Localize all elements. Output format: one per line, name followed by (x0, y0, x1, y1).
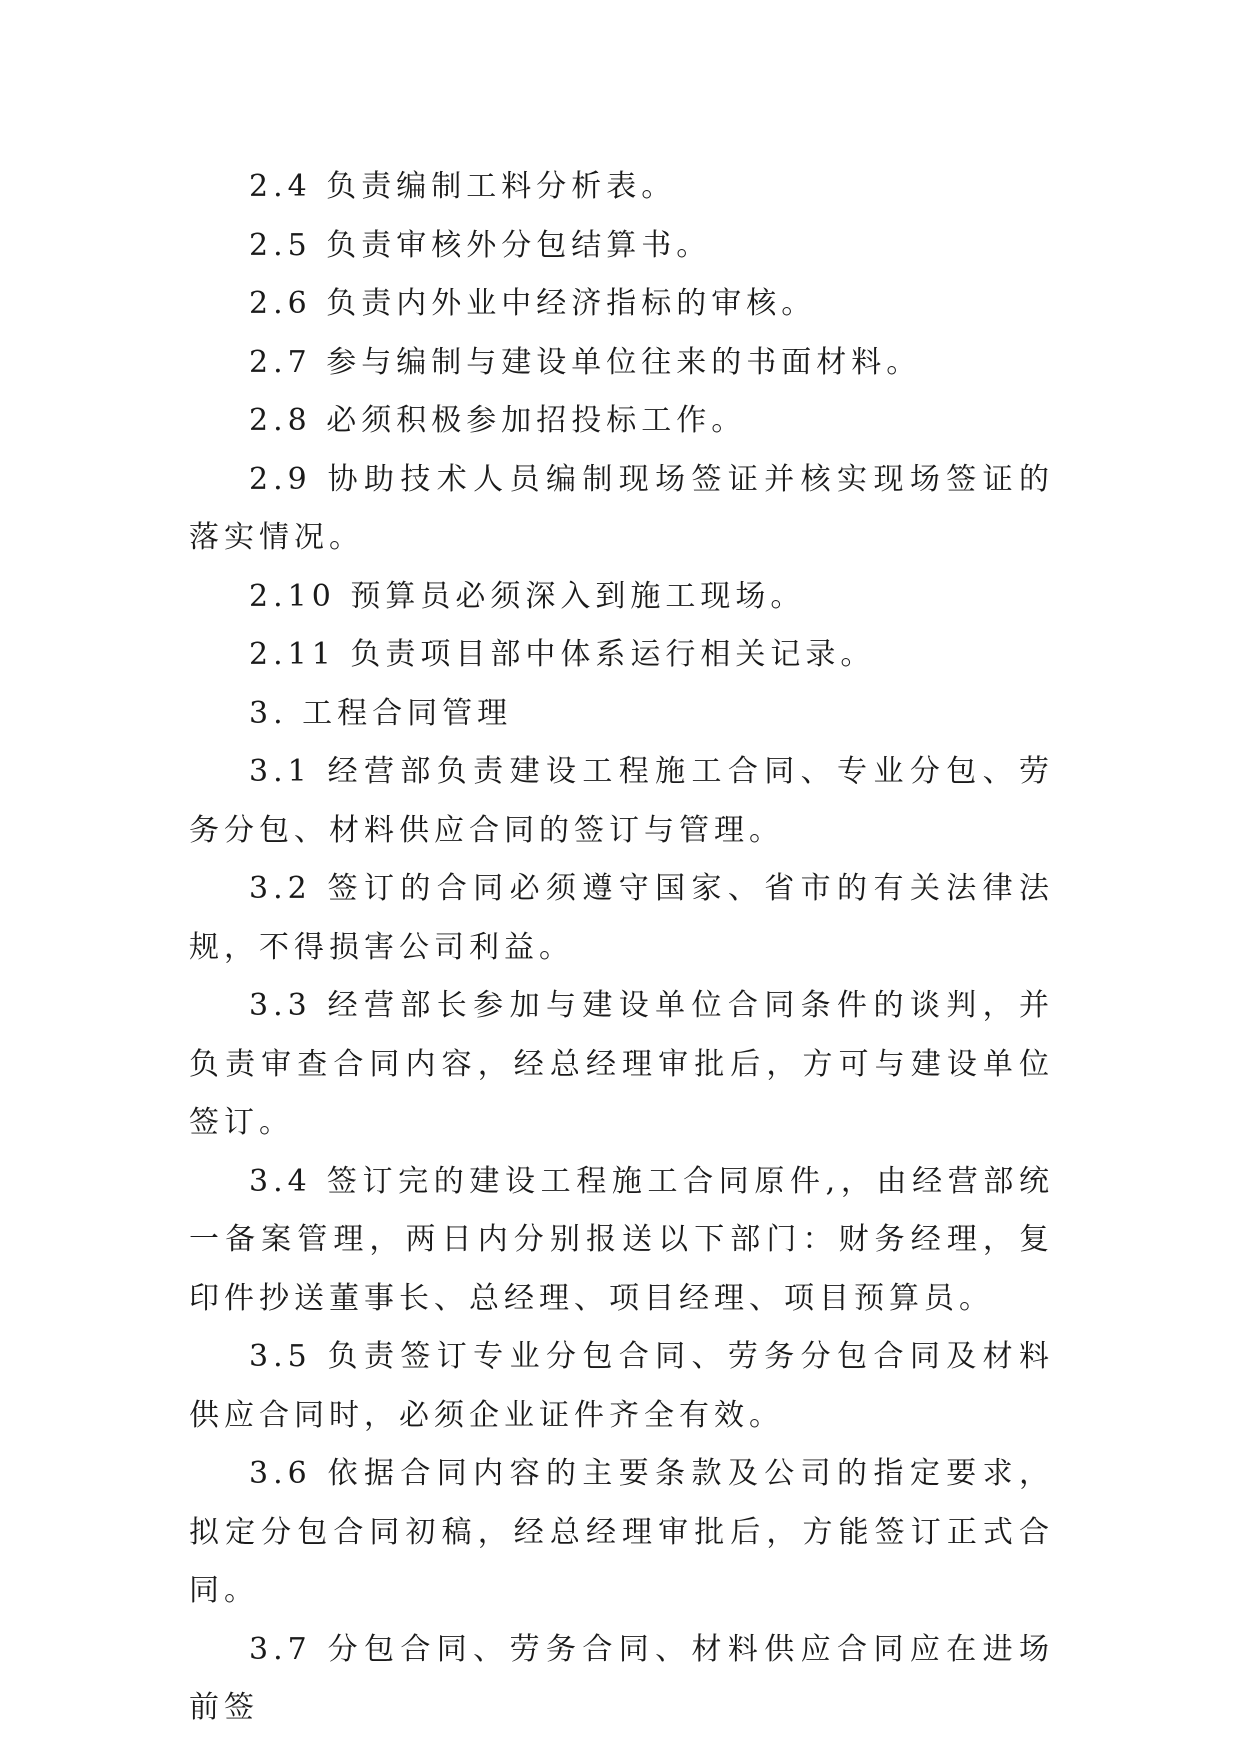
paragraph-3-2: 3.2 签订的合同必须遵守国家、省市的有关法律法规，不得损害公司利益。 (189, 871, 1054, 965)
document-body (189, 158, 1054, 1738)
paragraph-2-8: 2.8 必须积极参加招投标工作。 (249, 403, 747, 438)
paragraph-2-6: 2.6 负责内外业中经济指标的审核。 (249, 286, 817, 321)
paragraph-2-9: 2.9 协助技术人员编制现场签证并核实现场签证的落实情况。 (189, 461, 1054, 555)
paragraph-3-5: 3.5 负责签订专业分包合同、劳务分包合同及材料供应合同时，必须企业证件齐全有效。 (189, 1339, 1054, 1433)
paragraph-2-7: 2.7 参与编制与建设单位往来的书面材料。 (249, 344, 922, 380)
paragraph-3-6: 3.6 依据合同内容的主要条款及公司的指定要求，拟定分包合同初稿，经总经理审批后，方能签订正式合同。 (189, 1456, 1054, 1608)
paragraph-3-4: 3.4 签订完的建设工程施工合同原件,，由经营部统一备案管理，两日内分别报送以下部门：财务经理，复印件抄送董事长、总经理、项目经理、项目预算员。 (189, 1163, 1054, 1316)
paragraph-3-7: 3.7 分包合同、劳务合同、材料供应合同应在进场前签 (189, 1631, 1054, 1725)
paragraph-2-5: 2.5 负责审核外分包结算书。 (249, 227, 712, 263)
section-heading-3: 3. 工程合同管理 (249, 695, 513, 731)
paragraph-3-3: 3.3 经营部长参加与建设单位合同条件的谈判，并负责审查合同内容，经总经理审批后，方可与建设单位签订。 (189, 988, 1054, 1140)
paragraph-2-11: 2.11 负责项目部中体系运行相关记录。 (249, 637, 876, 672)
paragraph-2-4: 2.4 负责编制工料分析表。 (249, 169, 677, 204)
paragraph-2-10: 2.10 预算员必须深入到施工现场。 (249, 578, 806, 614)
paragraph-3-1: 3.1 经营部负责建设工程施工合同、专业分包、劳务分包、材料供应合同的签订与管理。 (189, 754, 1054, 848)
